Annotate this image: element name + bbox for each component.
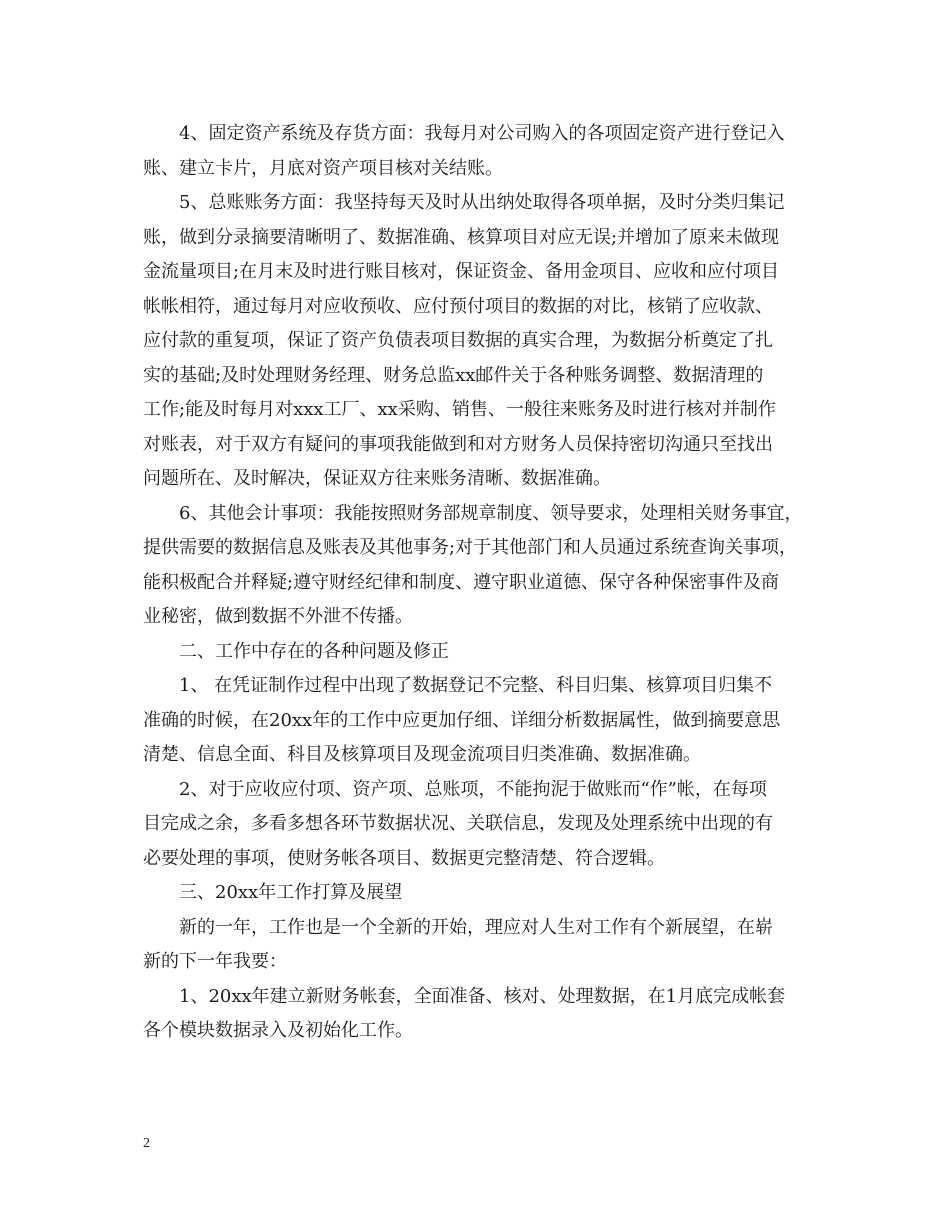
paragraph-line: 问题所在、及时解决，保证双方往来账务清晰、数据准确。 (143, 468, 611, 489)
paragraph-line: 各个模块数据录入及初始化工作。 (143, 1020, 413, 1041)
paragraph-line: 目完成之余，多看多想各环节数据状况、关联信息，发现及处理系统中出现的有 (143, 813, 773, 834)
paragraph-line: 1、20xx年建立新财务帐套，全面准备、核对、处理数据，在1月底完成帐套 (179, 985, 786, 1007)
paragraph-line: 工作;能及时每月对xxx工厂、xx采购、销售、一般往来账务及时进行核对并制作 (143, 399, 776, 420)
paragraph-line: 必要处理的事项，使财务帐各项目、数据更完整清楚、符合逻辑。 (143, 847, 665, 869)
page-number: 2 (143, 1136, 150, 1151)
paragraph-line: 实的基础;及时处理财务经理、财务总监xx邮件关于各种账务调整、数据清理的 (143, 364, 764, 386)
paragraph-line: 帐帐相符，通过每月对应收预收、应付预付项目的数据的对比，核销了应收款、 (143, 295, 773, 317)
paragraph-line: 提供需要的数据信息及账表及其他事务;对于其他部门和人员通过系统查询关事项， (143, 537, 798, 558)
paragraph-line: 账，做到分录摘要清晰明了、数据准确、核算项目对应无误;并增加了原来未做现 (143, 226, 780, 248)
document-body (143, 117, 813, 1049)
paragraph-line: 新的一年，工作也是一个全新的开始，理应对人生对工作有个新展望，在崭 (179, 916, 773, 938)
paragraph-line: 能积极配合并释疑;遵守财经纪律和制度、遵守职业道德、保守各种保密事件及商 (143, 571, 780, 593)
paragraph-line: 清楚、信息全面、科目及核算项目及现金流项目归类准确、数据准确。 (143, 744, 701, 765)
paragraph-line: 对账表，对于双方有疑问的事项我能做到和对方财务人员保持密切沟通只至找出 (143, 433, 773, 455)
paragraph-line: 新的下一年我要： (143, 951, 287, 972)
paragraph-line: 2、对于应收应付项、资产项、总账项，不能拘泥于做账而“作”帐，在每项 (179, 778, 767, 800)
paragraph-line: 1、 在凭证制作过程中出现了数据登记不完整、科目归集、核算项目归集不 (179, 675, 773, 696)
paragraph-line: 账、建立卡片，月底对资产项目核对关结账。 (143, 157, 503, 179)
paragraph-line: 6、其他会计事项：我能按照财务部规章制度、领导要求，处理相关财务事宜， (179, 502, 803, 524)
paragraph-line: 4、固定资产系统及存货方面：我每月对公司购入的各项固定资产进行登记入 (179, 123, 785, 144)
paragraph-line: 金流量项目;在月末及时进行账目核对，保证资金、备用金项目、应收和应付项目 (143, 261, 780, 282)
paragraph-line: 应付款的重复项，保证了资产负债表项目数据的真实合理，为数据分析奠定了扎 (143, 330, 773, 351)
paragraph-line: 准确的时候，在20xx年的工作中应更加仔细、详细分析数据属性，做到摘要意思 (143, 709, 781, 731)
section-heading: 三、20xx年工作打算及展望 (179, 882, 403, 903)
paragraph-line: 业秘密，做到数据不外泄不传播。 (143, 606, 413, 627)
paragraph-line: 5、总账账务方面：我坚持每天及时从出纳处取得各项单据，及时分类归集记 (179, 192, 785, 213)
section-heading: 二、工作中存在的各种问题及修正 (179, 640, 449, 662)
